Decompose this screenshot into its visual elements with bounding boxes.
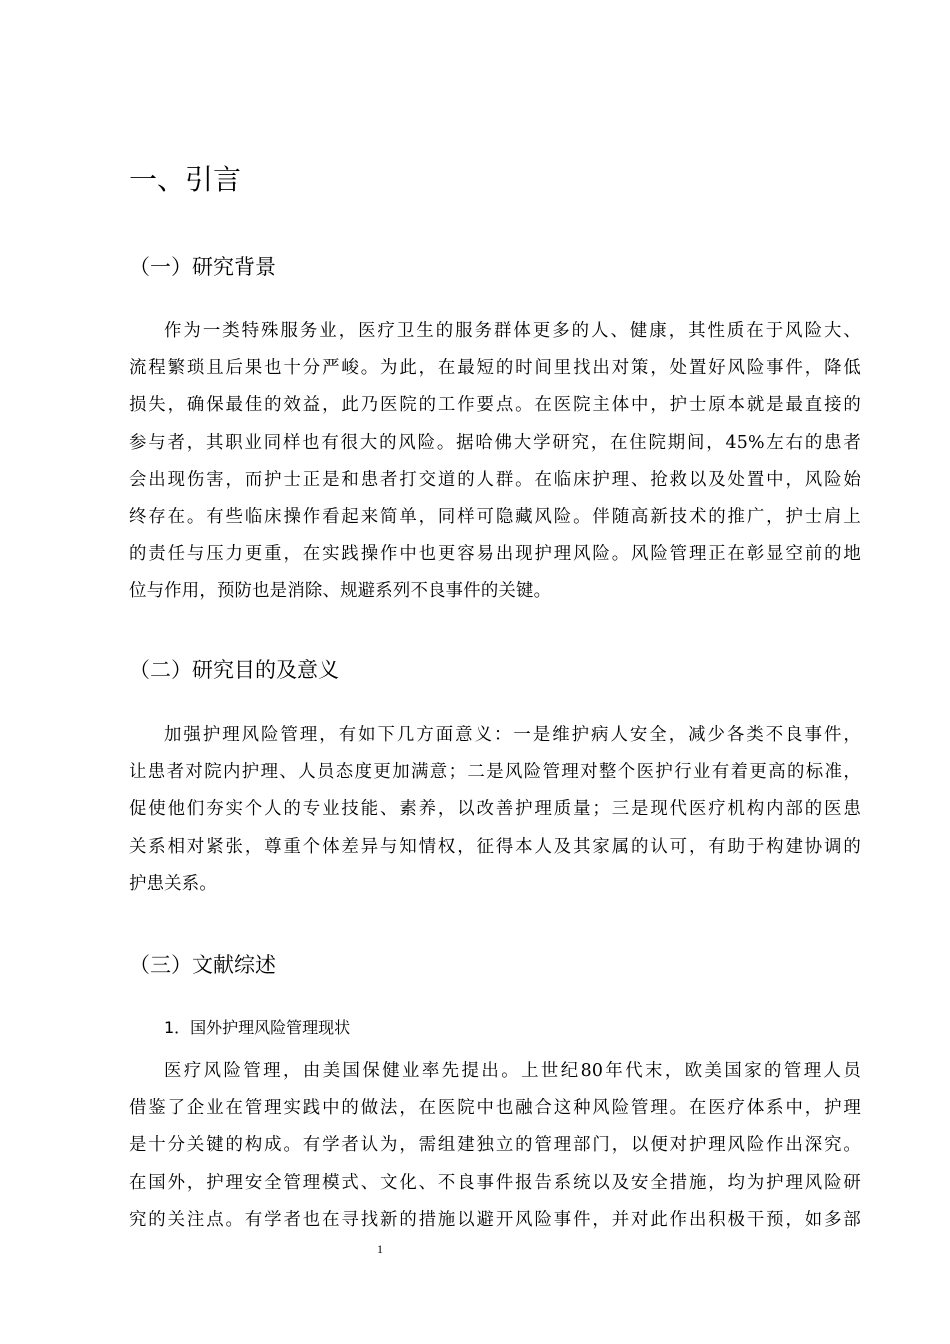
paragraph-line: 关系相对紧张，尊重个体差异与知情权，征得本人及其家属的认可，有助于构建协调的 [129, 836, 861, 857]
page-number: 1 [377, 1242, 383, 1256]
paragraph-background [129, 313, 861, 611]
subsection-heading-foreign: 1．国外护理风险管理现状 [164, 1018, 351, 1037]
paragraph-line: 护患关系。 [129, 873, 217, 894]
paragraph-line: 损失，确保最佳的效益，此乃医院的工作要点。在医院主体中，护士原本就是最直接的 [129, 395, 861, 416]
section-heading-background: （一）研究背景 [129, 255, 276, 279]
chapter-heading: 一、引言 [129, 163, 242, 196]
paragraph-line: 让患者对院内护理、人员态度更加满意；二是风险管理对整个医护行业有着更高的标准， [129, 762, 861, 783]
paragraph-line: 借鉴了企业在管理实践中的做法，在医院中也融合这种风险管理。在医疗体系中，护理 [129, 1098, 861, 1119]
section-heading-literature: （三）文献综述 [129, 953, 276, 977]
paragraph-line: 医疗风险管理，由美国保健业率先提出。上世纪80年代末，欧美国家的管理人员 [164, 1061, 861, 1081]
paragraph-line: 作为一类特殊服务业，医疗卫生的服务群体更多的人、健康，其性质在于风险大、 [164, 321, 861, 341]
paragraph-literature [129, 1053, 861, 1239]
paragraph-line: 加强护理风险管理，有如下几方面意义：一是维护病人安全，减少各类不良事件， [164, 725, 861, 745]
paragraph-line: 参与者，其职业同样也有很大的风险。据哈佛大学研究，在住院期间，45%左右的患者 [129, 432, 861, 453]
paragraph-line: 究的关注点。有学者也在寻找新的措施以避开风险事件，并对此作出积极干预，如多部 [129, 1209, 861, 1230]
paragraph-purpose [129, 717, 861, 903]
paragraph-line: 终存在。有些临床操作看起来简单，同样可隐藏风险。伴随高新技术的推广，护士肩上 [129, 506, 861, 527]
paragraph-line: 促使他们夯实个人的专业技能、素养，以改善护理质量；三是现代医疗机构内部的医患 [129, 799, 861, 820]
section-heading-purpose: （二）研究目的及意义 [129, 658, 339, 682]
paragraph-line: 的责任与压力更重，在实践操作中也更容易出现护理风险。风险管理正在彰显空前的地 [129, 544, 861, 565]
paragraph-line: 流程繁琐且后果也十分严峻。为此，在最短的时间里找出对策，处置好风险事件，降低 [129, 358, 861, 379]
paragraph-line: 在国外，护理安全管理模式、文化、不良事件报告系统以及安全措施，均为护理风险研 [129, 1172, 861, 1193]
paragraph-line: 位与作用，预防也是消除、规避系列不良事件的关键。 [129, 581, 552, 602]
paragraph-line: 会出现伤害，而护士正是和患者打交道的人群。在临床护理、抢救以及处置中，风险始 [129, 469, 861, 490]
paragraph-line: 是十分关键的构成。有学者认为，需组建独立的管理部门，以便对护理风险作出深究。 [129, 1135, 861, 1156]
